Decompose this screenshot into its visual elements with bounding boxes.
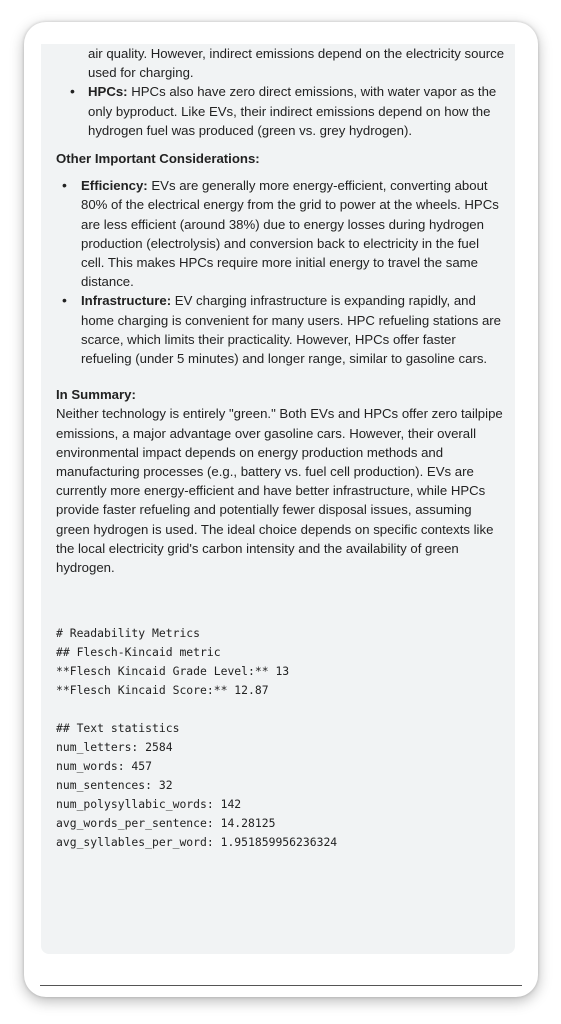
response-content xyxy=(56,44,506,852)
avg-words-per-sentence: avg_words_per_sentence: 14.28125 xyxy=(56,816,276,831)
bullet-icon: • xyxy=(70,83,75,100)
other-considerations-heading: Other Important Considerations: xyxy=(56,151,260,167)
num-polysyllabic-words: num_polysyllabic_words: 142 xyxy=(56,797,242,812)
flesch-score: **Flesch Kincaid Score:** 12.87 xyxy=(56,683,269,698)
divider xyxy=(40,985,522,986)
list-item-text: HPCs also have zero direct emissions, with water vapor as the only byproduct. Like EVs, their indirect emissions depend on how the hydrogen fuel was produced (green vs. grey hydrogen). xyxy=(88,84,497,138)
avg-syllables-per-word: avg_syllables_per_word: 1.951859956236324 xyxy=(56,835,338,850)
stats-heading: ## Text statistics xyxy=(56,721,180,736)
summary-heading: In Summary: xyxy=(56,387,136,403)
list-item xyxy=(62,291,506,368)
num-words: num_words: 457 xyxy=(56,759,153,774)
list-item-text: air quality. However, indirect emissions depend on the electricity source used for charging. xyxy=(88,46,505,81)
list-item-lead: Efficiency: xyxy=(81,178,148,194)
num-letters: num_letters: 2584 xyxy=(56,740,173,755)
readability-metrics-block xyxy=(56,624,506,852)
bullet-icon: • xyxy=(62,177,67,194)
considerations-list xyxy=(56,176,506,368)
response-panel xyxy=(41,44,515,954)
summary-text: Neither technology is entirely "green." Both EVs and HPCs offer zero tailpipe emissions, a major advantage over gasoline cars. However, their overall environmental impact depends on energy production methods and manufacturing processes (e.g., battery vs. fuel cell production). EVs are currently more energy-efficient and have better infrastructure, while HPCs provide faster refueling and potentially fewer disposal issues, assuming green hydrogen is used. The ideal choice depends on specific contexts like the local electricity grid's carbon intensity and the availability of green hydrogen. xyxy=(56,406,503,576)
list-item xyxy=(88,44,506,82)
chat-card xyxy=(24,22,538,997)
emissions-list xyxy=(56,44,506,140)
list-item xyxy=(70,82,506,140)
list-item-lead: HPCs: xyxy=(88,84,128,100)
num-sentences: num_sentences: 32 xyxy=(56,778,173,793)
grade-level: **Flesch Kincaid Grade Level:** 13 xyxy=(56,664,290,679)
list-item-text: EV charging infrastructure is expanding rapidly, and home charging is convenient for many users. HPC refueling stations are scarce, which limits their practicality. However, HPCs offer faster refueling (under 5 minutes) and longer range, similar to gasoline cars. xyxy=(81,293,502,367)
metrics-subtitle: ## Flesch-Kincaid metric xyxy=(56,645,221,660)
list-item-lead: Infrastructure: xyxy=(81,293,172,309)
list-item-text: EVs are generally more energy-efficient, converting about 80% of the electrical energy from the grid to power at the wheels. HPCs are less efficient (around 38%) due to energy losses during hydrogen production (electrolysis) and conversion back to electricity in the fuel cell. This makes HPCs require more initial energy to travel the same distance. xyxy=(81,178,499,290)
bullet-icon: • xyxy=(62,292,67,309)
list-item xyxy=(62,176,506,291)
metrics-title: # Readability Metrics xyxy=(56,626,201,641)
